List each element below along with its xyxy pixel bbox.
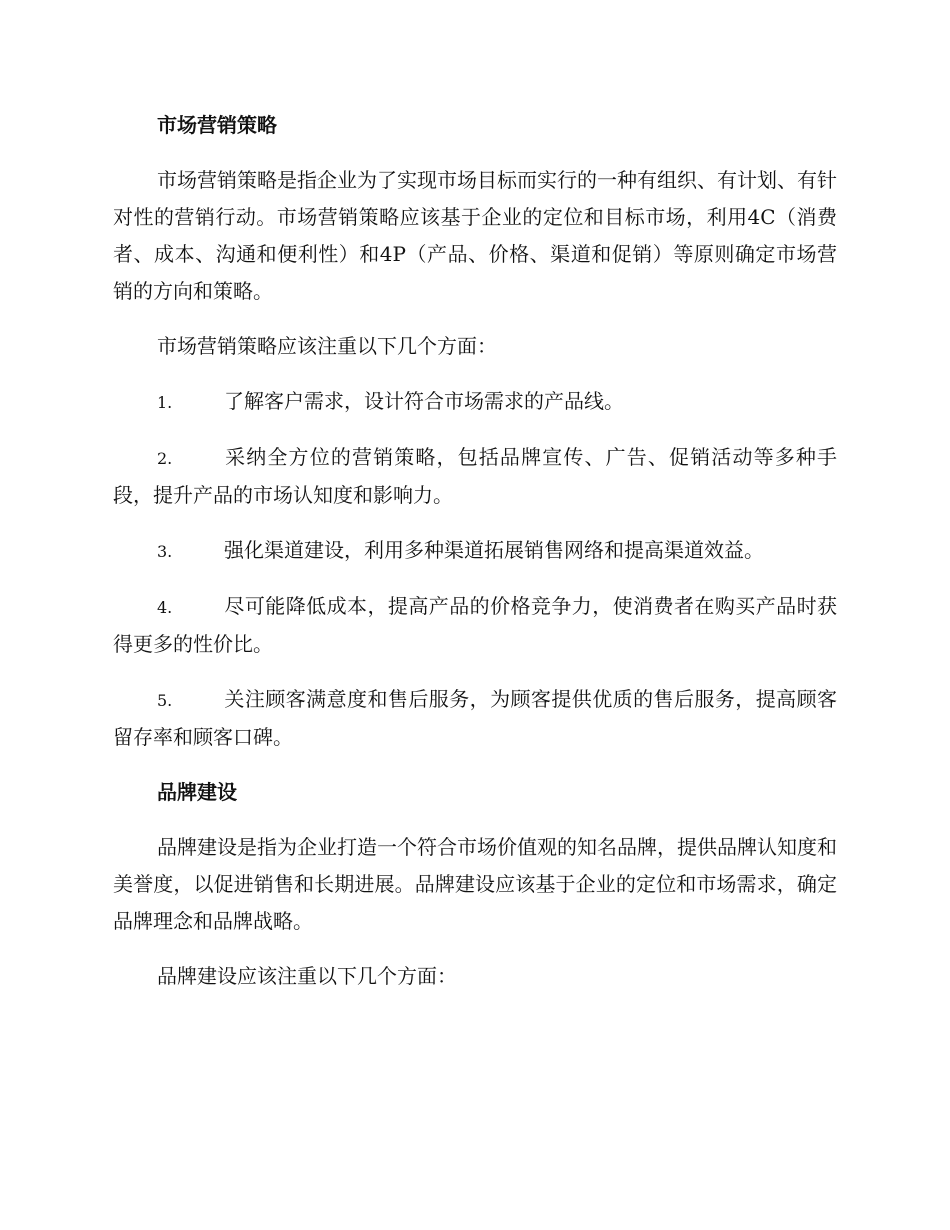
list-item bbox=[113, 681, 837, 756]
list-item-text: 尽可能降低成本，提高产品的价格竞争力，使消费者在购买产品时获得更多的性价比。 bbox=[113, 594, 837, 656]
list-item-text: 采纳全方位的营销策略，包括品牌宣传、广告、促销活动等多种手段，提升产品的市场认知度和影响力。 bbox=[113, 445, 837, 507]
list-item-text: 强化渠道建设，利用多种渠道拓展销售网络和提高渠道效益。 bbox=[224, 538, 764, 562]
list-item-number: 1. bbox=[157, 393, 173, 412]
list-item-number: 5. bbox=[157, 691, 173, 710]
marketing-strategy-lead: 市场营销策略应该注重以下几个方面： bbox=[157, 334, 497, 358]
brand-building-lead: 品牌建设应该注重以下几个方面： bbox=[157, 964, 457, 988]
list-item bbox=[113, 532, 837, 570]
document-body bbox=[113, 107, 837, 1013]
list-item bbox=[113, 588, 837, 663]
list-item-number: 4. bbox=[157, 598, 173, 617]
list-item-number: 3. bbox=[157, 542, 173, 561]
list-item-text: 关注顾客满意度和售后服务，为顾客提供优质的售后服务，提高顾客留存率和顾客口碑。 bbox=[113, 687, 837, 749]
list-item bbox=[113, 439, 837, 514]
marketing-strategy-intro: 市场营销策略是指企业为了实现市场目标而实行的一种有组织、有计划、有针对性的营销行动。市场营销策略应该基于企业的定位和目标市场，利用4C（消费者、成本、沟通和便利性）和4P（产品、价格、渠道和促销）等原则确定市场营销的方向和策略。 bbox=[113, 168, 837, 303]
brand-building-intro: 品牌建设是指为企业打造一个符合市场价值观的知名品牌，提供品牌认知度和美誉度，以促进销售和长期进展。品牌建设应该基于企业的定位和市场需求，确定品牌理念和品牌战略。 bbox=[113, 835, 837, 933]
list-item bbox=[113, 383, 837, 421]
section-heading-brand-building: 品牌建设 bbox=[157, 780, 237, 804]
list-item-number: 2. bbox=[157, 449, 173, 468]
section-heading-marketing-strategy: 市场营销策略 bbox=[157, 113, 277, 137]
list-item-text: 了解客户需求，设计符合市场需求的产品线。 bbox=[224, 389, 624, 413]
